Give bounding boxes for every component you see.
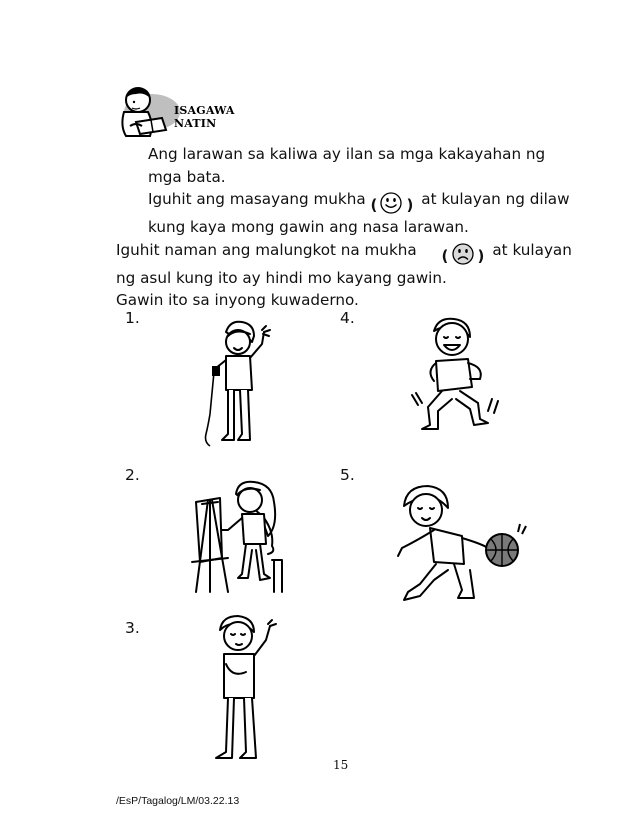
footer-code: /EsP/Tagalog/LM/03.22.13 — [116, 795, 240, 807]
girl-singing-microphone-icon — [192, 318, 284, 450]
instruction-line-2-before: Iguhit ang masayang mukha — [148, 190, 371, 208]
paren-open-2: ( — [441, 246, 449, 265]
instruction-line-3-before: Iguhit naman ang malungkot na mukha — [116, 240, 422, 259]
boy-dancing-icon — [408, 315, 512, 435]
girl-painting-easel-icon — [182, 474, 294, 596]
boy-dribbling-basketball-icon — [390, 480, 536, 610]
instructions-text — [116, 143, 576, 312]
paren-close-2: ) — [477, 246, 485, 265]
section-header — [110, 82, 280, 140]
happy-face-icon — [380, 192, 402, 214]
paren-close: ) — [406, 196, 414, 214]
sad-face-icon — [452, 243, 474, 265]
item-number-5: 5. — [340, 466, 355, 484]
happy-face-group — [370, 194, 416, 216]
instruction-line-3-after: at kulayan ng asul kung ito ay hindi mo kayang gawin. — [116, 240, 572, 287]
boy-reciting-icon — [198, 612, 282, 764]
item-number-1: 1. — [125, 309, 140, 327]
section-title: ISAGAWA NATIN — [174, 104, 235, 130]
instruction-line-4: Gawin ito sa inyong kuwaderno. — [116, 291, 359, 309]
item-number-3: 3. — [125, 619, 140, 637]
page-number: 15 — [333, 758, 349, 772]
paren-open: ( — [370, 196, 378, 214]
boy-reading-icon — [110, 82, 180, 140]
instruction-line-1: Ang larawan sa kaliwa ay ilan sa mga kakayahan ng mga bata. — [148, 145, 546, 186]
instruction-line-2-after: at kulayan ng dilaw kung kaya mong gawin ang nasa larawan. — [148, 190, 570, 236]
instruction-line-3 — [116, 239, 576, 290]
instruction-line-2 — [116, 188, 576, 239]
sad-face-group — [442, 245, 488, 267]
item-number-4: 4. — [340, 309, 355, 327]
item-number-2: 2. — [125, 466, 140, 484]
